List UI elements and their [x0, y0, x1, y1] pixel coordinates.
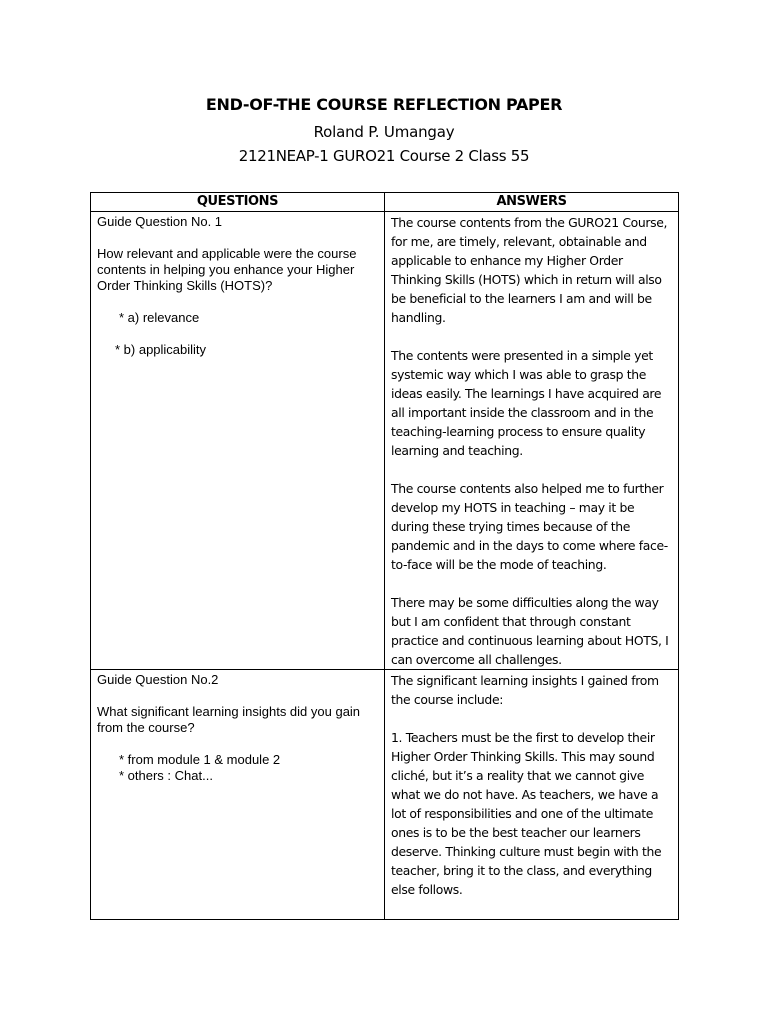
question-item: * others : Chat...	[119, 768, 213, 783]
question-item: * from module 1 & module 2	[119, 752, 281, 767]
reflection-table	[90, 192, 679, 920]
answer-paragraph: 1. Teachers must be the first to develop their Higher Order Thinking Skills. This may sound cliché, but it’s a reality that we cannot give what we do not have. As teachers, we have a lot of responsibilities and one of the ultimate ones is to be the best teacher our learners deserve. Thinking culture must begin with the teacher, bring it to the class, and everything else follows.	[391, 730, 662, 897]
question-cell	[91, 670, 385, 920]
answer-paragraph: The course contents from the GURO21 Course, for me, are timely, relevant, obtainable and applicable to enhance my Higher Order Thinking Skills (HOTS) which in return will also be beneficial to the learners I am and will be handling.	[391, 215, 668, 325]
question-item: * b) applicability	[115, 342, 207, 357]
answer-paragraph: The significant learning insights I gained from the course include:	[391, 673, 659, 707]
answer-paragraph: There may be some difficulties along the way but I am confident that through constant practice and continuous learning about HOTS, I can overcome all challenges.	[391, 595, 669, 667]
table-row	[91, 212, 679, 670]
answer-cell	[385, 670, 679, 920]
course-info: 2121NEAP-1 GURO21 Course 2 Class 55	[238, 147, 530, 165]
question-text: What significant learning insights did you gain from the course?	[97, 704, 361, 735]
document-title: END-OF-THE COURSE REFLECTION PAPER	[205, 95, 563, 114]
header-answers: ANSWERS	[385, 193, 679, 212]
header-questions: QUESTIONS	[91, 193, 385, 212]
question-label: Guide Question No.2	[97, 672, 219, 687]
question-text: How relevant and applicable were the course contents in helping you enhance your Higher Order Thinking Skills (HOTS)?	[97, 246, 357, 293]
question-label: Guide Question No. 1	[97, 214, 223, 229]
table-header-row	[91, 193, 679, 212]
question-cell	[91, 212, 385, 670]
answer-paragraph: The contents were presented in a simple yet systemic way which I was able to grasp the ideas easily. The learnings I have acquired are all important inside the classroom and in the teaching-learning process to ensure quality learning and teaching.	[391, 348, 662, 458]
table-row	[91, 670, 679, 920]
question-item: * a) relevance	[119, 310, 200, 325]
answer-cell	[385, 212, 679, 670]
author-name: Roland P. Umangay	[313, 123, 455, 141]
answer-paragraph: The course contents also helped me to further develop my HOTS in teaching – may it be during these trying times because of the pandemic and in the days to come where face-to-face will be the mode of teaching.	[391, 481, 668, 572]
